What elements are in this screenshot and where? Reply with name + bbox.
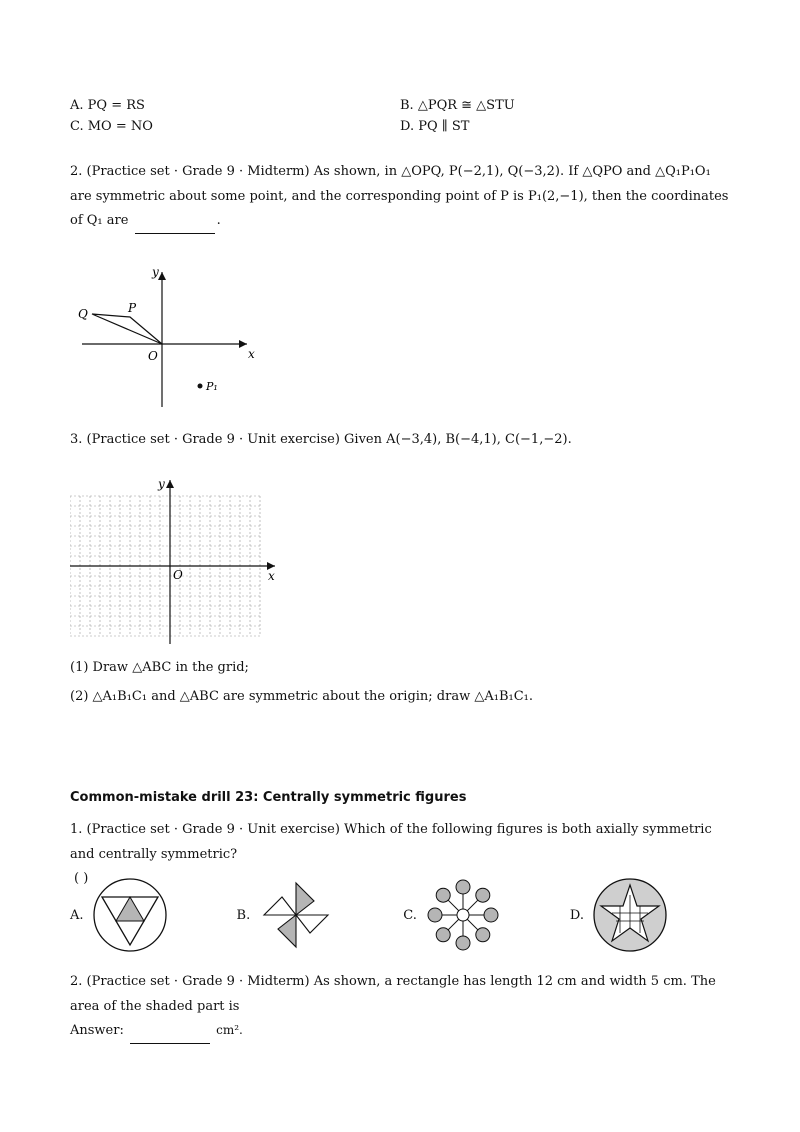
question-3 xyxy=(70,428,730,453)
flower-center xyxy=(457,909,469,921)
flower-petal xyxy=(484,908,498,922)
part-1: (1) Draw △ABC in the grid; xyxy=(70,660,249,675)
choice-a[interactable] xyxy=(70,875,170,955)
axis-y-label: y xyxy=(152,265,159,279)
flower-petal xyxy=(436,928,450,942)
flower-figure xyxy=(423,875,503,955)
circle-triangle-figure xyxy=(90,875,170,955)
flower-petal xyxy=(456,936,470,950)
question-number: 1. xyxy=(70,822,83,837)
option-b[interactable]: B. △PQR ≅ △STU xyxy=(400,98,515,113)
question-number: 2. xyxy=(70,974,83,989)
origin-label: O xyxy=(148,349,158,363)
choice-a-label: A. xyxy=(70,907,84,923)
question-text: Given A(−3,4), B(−4,1), C(−1,−2). xyxy=(344,432,572,447)
section-question-2 xyxy=(70,970,730,1044)
option-d[interactable]: D. PQ ∥ ST xyxy=(400,119,470,134)
q3-grid-figure xyxy=(70,476,285,646)
unit-label: cm². xyxy=(216,1023,243,1038)
answer-lead: Answer: xyxy=(70,1023,124,1039)
choice-c-label: C. xyxy=(403,907,417,923)
option-c[interactable]: C. MO = NO xyxy=(70,119,153,134)
answer-parentheses[interactable]: ( ) xyxy=(74,871,89,887)
question-number: 2. xyxy=(70,164,83,179)
choice-b[interactable] xyxy=(237,875,337,955)
answer-blank[interactable] xyxy=(135,233,215,234)
origin-label: O xyxy=(173,568,183,582)
part-2: (2) △A₁B₁C₁ and △ABC are symmetric about the origin; draw △A₁B₁C₁. xyxy=(70,688,534,704)
point-q-label: Q xyxy=(78,307,88,321)
question-source: (Practice set · Grade 9 · Midterm) xyxy=(86,974,310,989)
choice-c[interactable] xyxy=(403,875,503,955)
star-disk-figure xyxy=(590,875,670,955)
point-p1-label: P₁ xyxy=(206,380,218,393)
question-text: Which of the following figures is both axially symmetric and centrally symmetric? xyxy=(70,822,712,862)
option-a[interactable]: A. PQ = RS xyxy=(70,98,145,113)
point-p1 xyxy=(198,384,203,389)
choice-d[interactable] xyxy=(570,875,670,955)
axis-y-label: y xyxy=(158,477,165,491)
choice-b-label: B. xyxy=(236,907,251,923)
prev-question-options xyxy=(70,92,730,140)
question-text: As shown, a rectangle has length 12 cm and width 5 cm. The area of the shaded part is xyxy=(70,974,716,1014)
choice-d-label: D. xyxy=(569,907,584,923)
question-source: (Practice set · Grade 9 · Unit exercise) xyxy=(86,432,340,447)
pinwheel-figure xyxy=(256,875,336,955)
q2-figure xyxy=(72,262,262,412)
axis-x-label: x xyxy=(268,569,275,583)
flower-petal xyxy=(436,888,450,902)
question-3-parts xyxy=(70,654,730,711)
section-title: Common-mistake drill 23: Centrally symmetric figures xyxy=(70,790,467,805)
flower-petal xyxy=(476,888,490,902)
question-end: . xyxy=(216,213,221,229)
flower-petal xyxy=(476,928,490,942)
question-2 xyxy=(70,160,730,234)
axis-x-label: x xyxy=(248,347,255,361)
question-source: (Practice set · Grade 9 · Unit exercise) xyxy=(86,822,340,837)
answer-blank[interactable] xyxy=(130,1043,210,1044)
choice-figures xyxy=(70,875,730,955)
flower-petal xyxy=(456,880,470,894)
point-p-label: P xyxy=(128,301,137,315)
question-source: (Practice set · Grade 9 · Midterm) xyxy=(86,164,310,179)
question-number: 3. xyxy=(70,432,83,447)
triangle-opq xyxy=(92,314,162,344)
question-text: As shown, in △OPQ, P(−2,1), Q(−3,2). If △QPO and △Q₁P₁O₁ are symmetric about some point, and the corresponding point of P is P₁(2,−1), then the coordinates of Q₁ are xyxy=(70,164,729,229)
flower-petal xyxy=(428,908,442,922)
